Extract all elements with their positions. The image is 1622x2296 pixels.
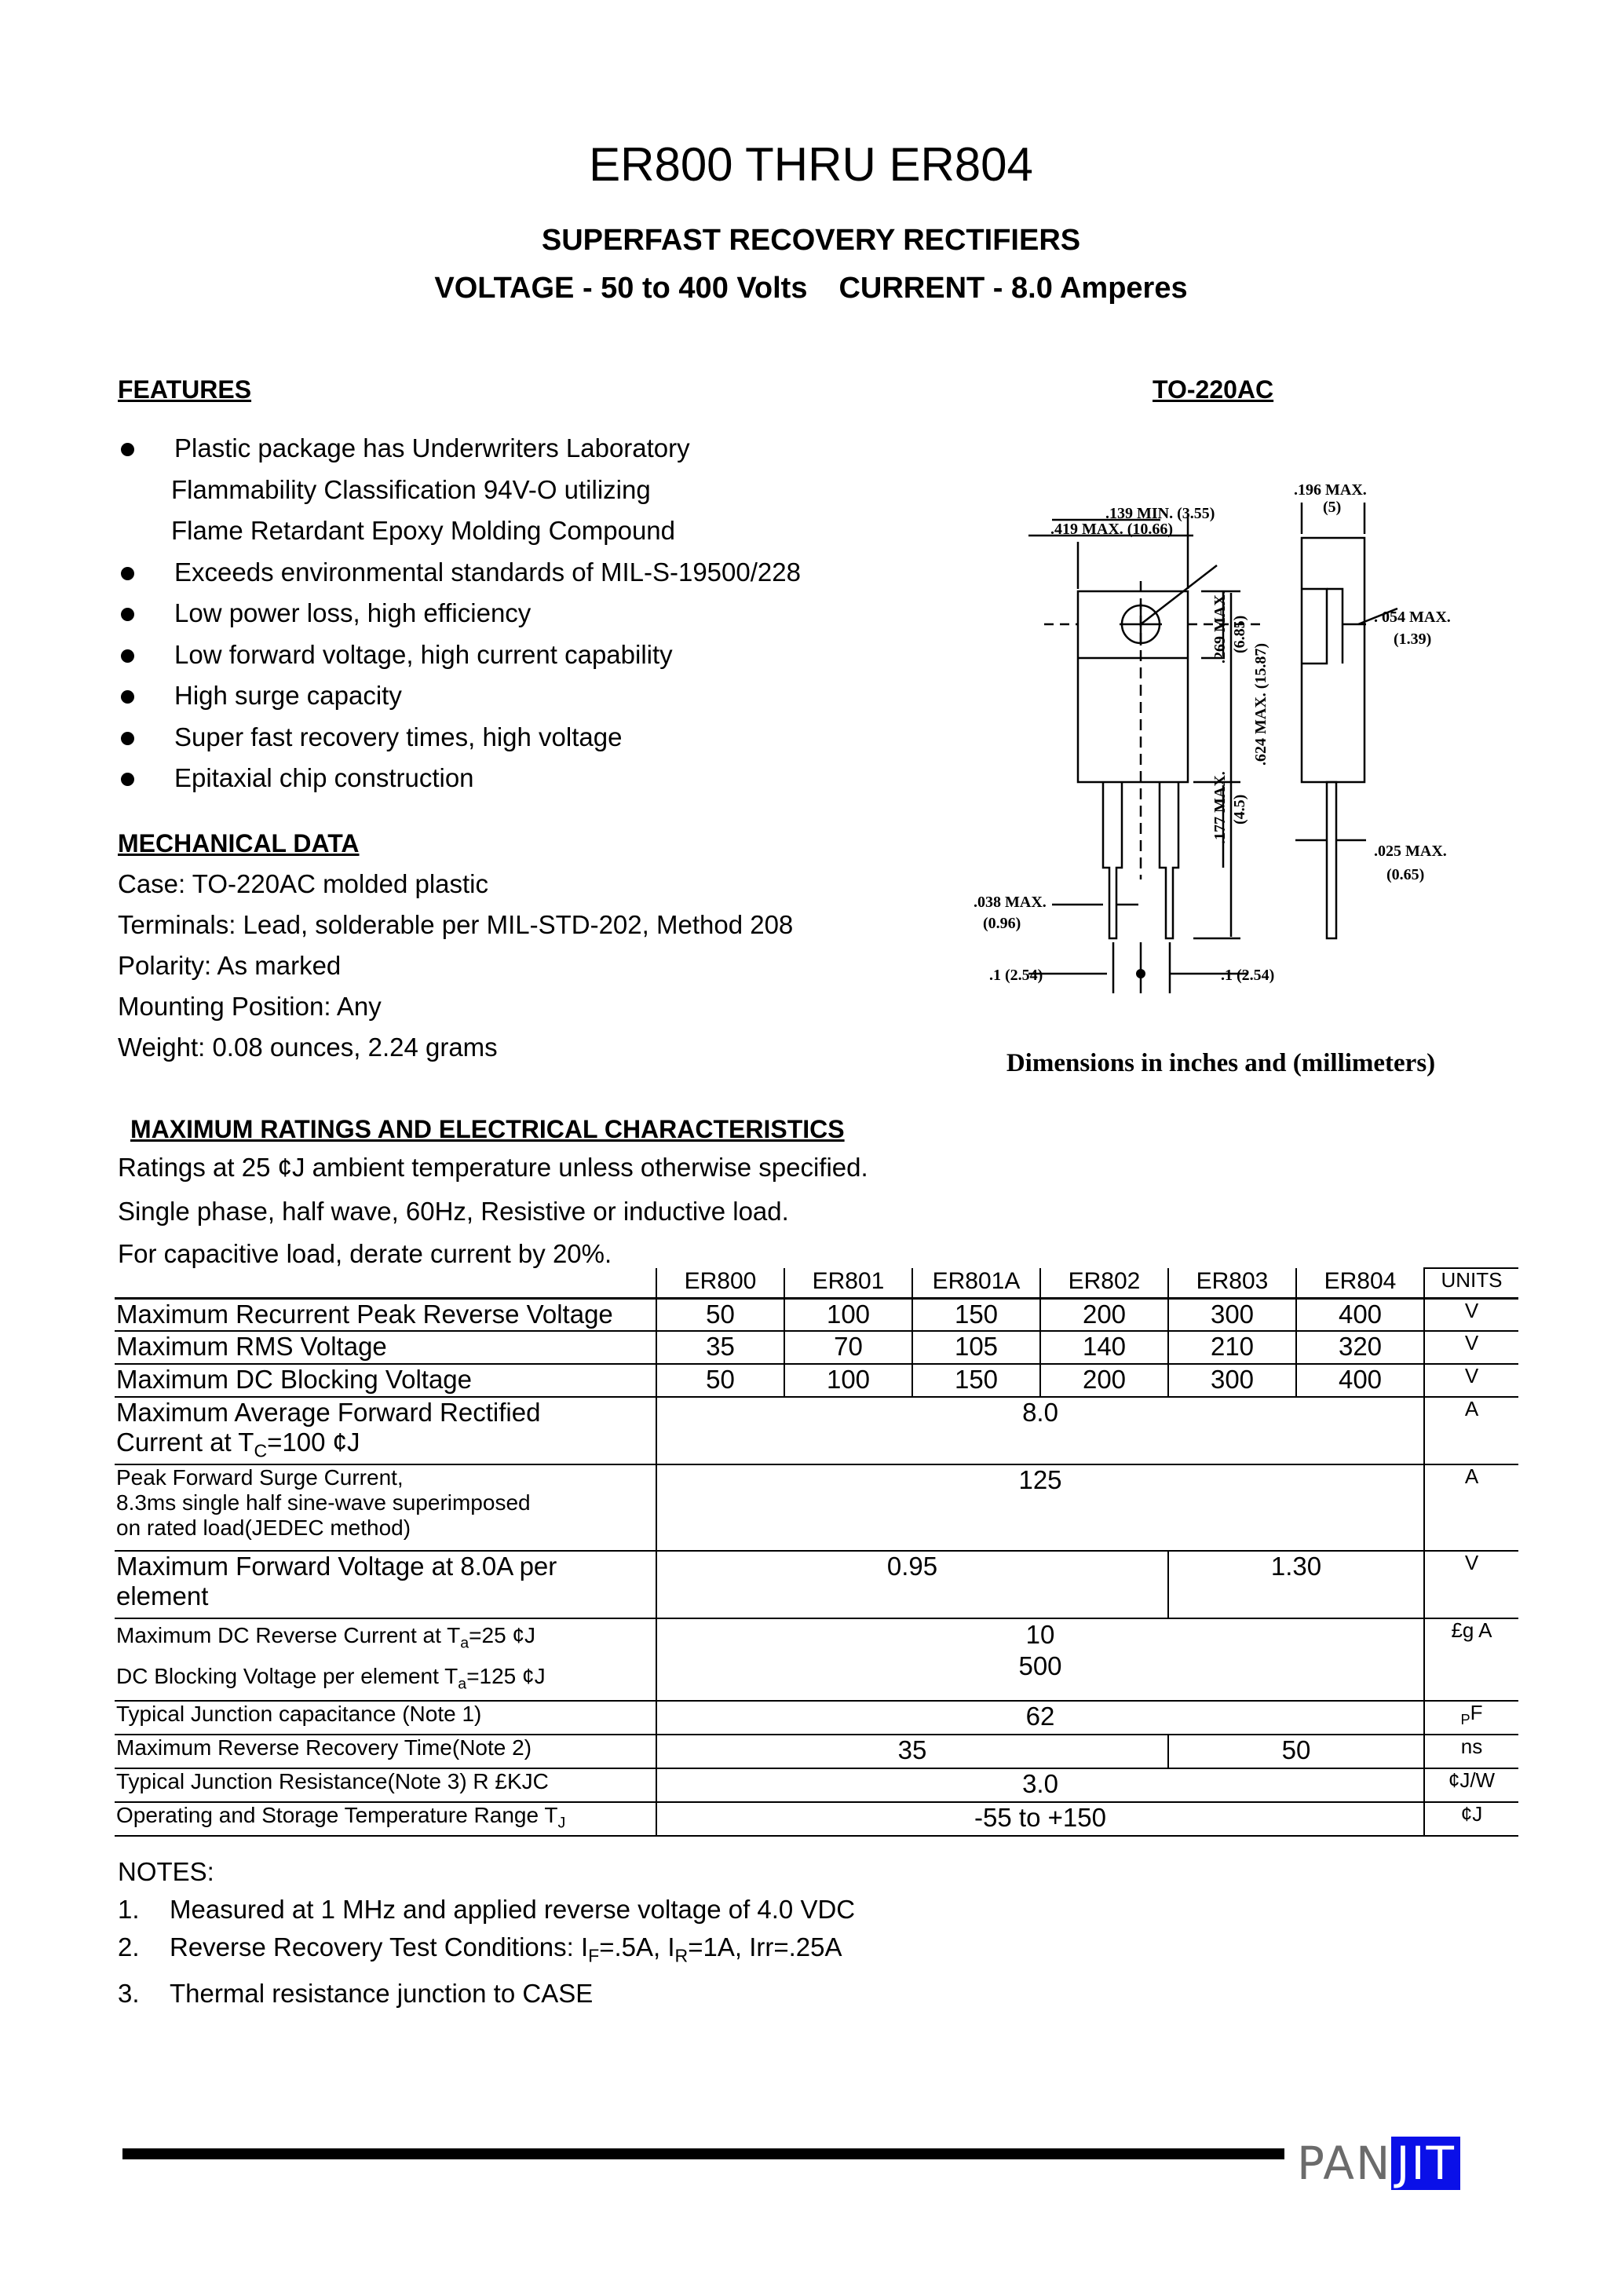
table-row: Maximum DC Reverse Current at $T_a=25$ ¢J DC Blocking Voltage per element $T_a=125$ ¢J 10 500 £g A (115, 1618, 1518, 1701)
ratings-note: Single phase, half wave, 60Hz, Resistive or inductive load. (118, 1197, 789, 1226)
column-header: ER802 (1040, 1268, 1168, 1298)
column-header: ER803 (1168, 1268, 1296, 1298)
feature-item: Super fast recovery times, high voltage (118, 717, 903, 759)
column-header: ER800 (656, 1268, 784, 1298)
ratings-table (115, 1267, 1518, 1837)
mechanical-line: Terminals: Lead, solderable per MIL-STD-202, Method 208 (118, 910, 794, 939)
bullet-icon (121, 443, 134, 456)
features-list (118, 428, 903, 799)
notes-section (118, 1853, 855, 2013)
package-heading: TO-220AC (1153, 375, 1274, 404)
bullet-icon (121, 608, 134, 621)
note-item: 2. Reverse Recovery Test Conditions: $I_F=.5A$, $I_R=1A$, Irr=.25A (118, 1932, 842, 1966)
dim-label: .624 MAX. (15.87) (1252, 642, 1269, 766)
dim-label: .177 MAX. (1211, 771, 1229, 844)
panjit-logo: PAN JIT (1297, 2144, 1460, 2183)
feature-item: Low forward voltage, high current capability (118, 634, 903, 676)
features-heading: FEATURES (118, 375, 252, 404)
dimensions-caption: Dimensions in inches and (millimeters) (1006, 1049, 1436, 1077)
column-header: ER801A (912, 1268, 1040, 1298)
dim-label: (4.5) (1231, 794, 1248, 824)
mechanical-line: Case: TO-220AC molded plastic (118, 869, 489, 898)
table-row: Typical Junction Resistance(Note 3) R £KJC 3.0 ¢J/W (115, 1768, 1518, 1802)
table-row: Maximum Average Forward Rectified Current at $T_C=100$ ¢J 8.0 A (115, 1397, 1518, 1464)
table-row: Typical Junction capacitance (Note 1) 62 $_P$F (115, 1701, 1518, 1735)
voltage-range: VOLTAGE - 50 to 400 Volts (434, 272, 808, 305)
table-row: Maximum DC Blocking Voltage 50 100 150 200 300 400 V (115, 1364, 1518, 1397)
bullet-icon (121, 567, 134, 580)
units-header: UNITS (1424, 1268, 1518, 1298)
mechanical-line: Polarity: As marked (118, 951, 342, 980)
dim-label: .419 MAX. (10.66) (1050, 521, 1174, 538)
bullet-icon (121, 690, 134, 704)
table-row: Operating and Storage Temperature Range $T_J$ -55 to +150 ¢J (115, 1802, 1518, 1836)
ratings-note: Ratings at 25 ¢J ambient temperature unless otherwise specified. (118, 1153, 868, 1182)
voltage-current-line (0, 272, 1622, 305)
note-item: 1. Measured at 1 MHz and applied reverse voltage of 4.0 VDC (118, 1895, 856, 1924)
dim-label: .038 MAX. (974, 894, 1047, 911)
product-subtitle: SUPERFAST RECOVERY RECTIFIERS (541, 224, 1081, 257)
package-body (1078, 591, 1188, 782)
dim-label: .196 MAX. (1294, 481, 1367, 499)
ratings-note: For capacitive load, derate current by 20%. (118, 1239, 612, 1268)
column-header: ER801 (784, 1268, 912, 1298)
dim-label: (0.96) (983, 915, 1021, 932)
current-rating: CURRENT - 8.0 Amperes (838, 272, 1188, 305)
dim-label: (6.85) (1231, 615, 1248, 653)
dim-label: .269 MAX. (1211, 590, 1229, 664)
footer-rule (122, 2148, 1284, 2159)
dim-label: .025 MAX. (1374, 843, 1447, 860)
bullet-icon (121, 649, 134, 663)
feature-item: Exceeds environmental standards of MIL-S-19500/228 (118, 552, 903, 594)
feature-item: Epitaxial chip construction (118, 758, 903, 799)
ratings-heading: MAXIMUM RATINGS AND ELECTRICAL CHARACTERISTICS (130, 1115, 845, 1143)
table-row: Maximum Forward Voltage at 8.0A per element 0.95 1.30 V (115, 1551, 1518, 1618)
dim-label: .139 MIN. (3.55) (1105, 505, 1215, 522)
column-header: ER804 (1296, 1268, 1424, 1298)
table-row: Peak Forward Surge Current, 8.3ms single half sine-wave superimposed on rated load(JEDEC method) 125 A (115, 1464, 1518, 1551)
bullet-icon (121, 732, 134, 745)
bullet-icon (121, 773, 134, 786)
dim-label: (5) (1323, 499, 1342, 516)
table-row: Maximum Recurrent Peak Reverse Voltage 50 100 150 200 300 400 V (115, 1298, 1518, 1331)
feature-item: Plastic package has Underwriters Laboratory Flammability Classification 94V-O utilizing Flame Retardant Epoxy Molding Compound (118, 428, 903, 552)
dim-label: .1 (2.54) (989, 967, 1043, 984)
table-row: Maximum RMS Voltage 35 70 105 140 210 320 V (115, 1331, 1518, 1364)
mechanical-list (118, 864, 793, 1068)
feature-item: Low power loss, high efficiency (118, 593, 903, 634)
dim-label: (1.39) (1394, 631, 1432, 648)
dim-label: (0.65) (1386, 866, 1425, 883)
dim-label: .1 (2.54) (1221, 967, 1275, 984)
dim-label: . 054 MAX. (1374, 609, 1451, 626)
note-item: 3. Thermal resistance junction to CASE (118, 1978, 594, 2008)
mechanical-heading: MECHANICAL DATA (118, 829, 360, 857)
feature-item: High surge capacity (118, 675, 903, 717)
notes-heading: NOTES: (118, 1857, 214, 1886)
table-row: Maximum Reverse Recovery Time(Note 2) 35 50 ns (115, 1735, 1518, 1768)
mechanical-line: Weight: 0.08 ounces, 2.24 grams (118, 1033, 498, 1062)
table-header-row (115, 1268, 1518, 1298)
package-drawing (958, 471, 1476, 1036)
page-title: ER800 THRU ER804 (589, 138, 1033, 191)
mechanical-line: Mounting Position: Any (118, 992, 382, 1021)
